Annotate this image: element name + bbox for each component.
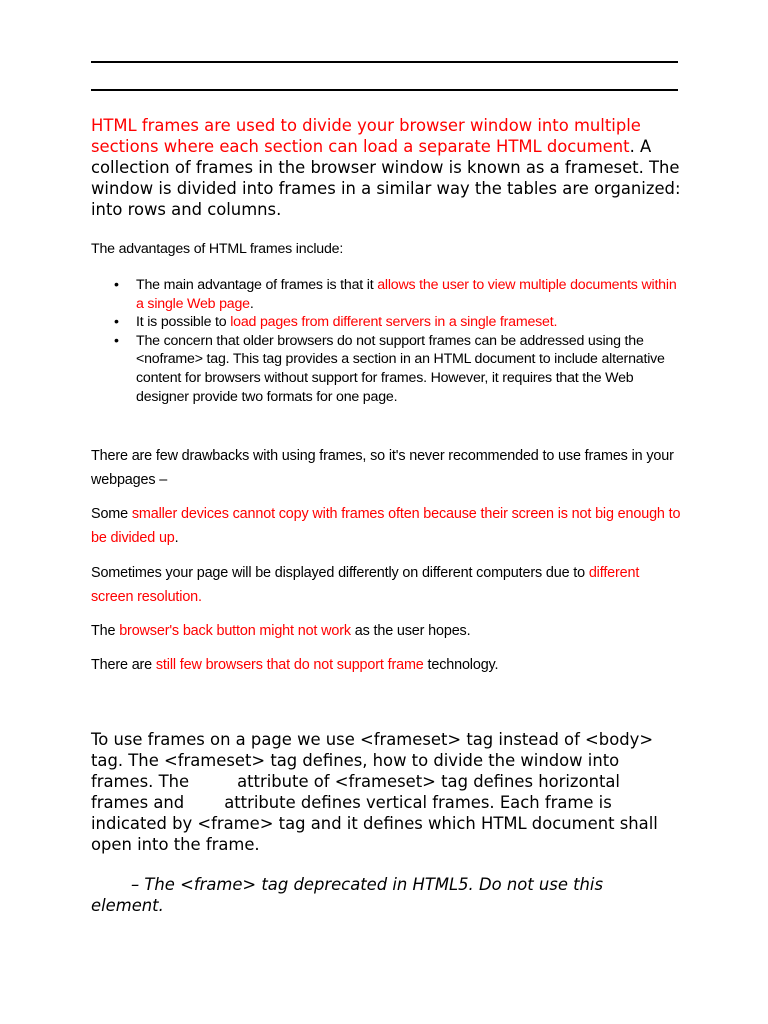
drawback-end: technology.	[423, 657, 499, 673]
usage-line-start: frames and	[91, 793, 185, 812]
usage-line-end: attribute of <frameset> tag defines horizontal	[237, 772, 620, 791]
list-item-end: .	[249, 295, 254, 312]
usage-line: To use frames on a page we use <frameset> tag instead of <body>	[91, 730, 654, 749]
note-line: – The <frame> tag deprecated in HTML5. Do not use this	[131, 875, 604, 894]
list-item-text: The main advantage of frames is that it	[136, 277, 378, 293]
drawback-text: There are	[91, 657, 156, 673]
intro-paragraph	[91, 115, 681, 220]
usage-line: indicated by <frame> tag and it defines which HTML document shall	[91, 814, 658, 833]
advantages-heading: The advantages of HTML frames include:	[91, 241, 344, 257]
list-item	[114, 313, 679, 332]
list-item-highlight: allows the user to view multiple documents within a single Web page	[136, 277, 677, 312]
drawback-item	[91, 562, 681, 609]
usage-line-start: frames. The	[91, 772, 190, 791]
top-rule-1	[91, 61, 678, 63]
drawback-end: as the user hopes.	[350, 623, 471, 639]
usage-line	[91, 792, 681, 813]
usage-line-end: attribute defines vertical frames. Each frame is	[224, 793, 612, 812]
drawback-item	[91, 654, 681, 678]
bullet-icon: •	[114, 332, 119, 349]
drawbacks-intro: There are few drawbacks with using frames, so it's never recommended to use frames in your webpages –	[91, 448, 674, 488]
bullet-icon: •	[114, 277, 119, 293]
intro-rest: . A collection of frames in the browser window is known as a frameset. The window is divided into frames in a similar way the tables are organized: into rows and columns.	[91, 137, 681, 219]
list-item	[114, 276, 679, 313]
drawback-highlight: browser's back button might not work	[119, 623, 351, 639]
usage-line	[91, 771, 681, 792]
intro-highlight: HTML frames are used to divide your browser window into multiple sections where each section can load a separate HTML document	[91, 116, 641, 156]
list-item-text: It is possible to	[136, 314, 231, 331]
list-item	[114, 332, 679, 406]
drawback-end: .	[174, 529, 179, 546]
bullet-icon: •	[114, 314, 119, 331]
list-item-text: The concern that older browsers do not support frames can be addressed using the <noframe> tag. This tag provides a section in an HTML document to include alternative content for browsers without support for frames. However, it requires that the Web designer provide two formats for one page.	[136, 332, 665, 405]
usage-line: tag. The <frameset> tag defines, how to divide the window into	[91, 751, 620, 770]
deprecation-note	[91, 874, 681, 916]
note-line: element.	[91, 896, 164, 915]
list-item-highlight: load pages from different servers in a single frameset.	[230, 314, 558, 331]
drawback-item	[91, 620, 681, 644]
drawback-text: Sometimes your page will be displayed differently on different computers due to	[91, 565, 589, 581]
usage-paragraph	[91, 729, 681, 855]
advantages-list	[114, 276, 679, 406]
drawback-highlight: still few browsers that do not support frame	[155, 657, 424, 673]
drawback-text: The	[91, 623, 120, 639]
drawback-highlight: different screen resolution.	[91, 565, 640, 605]
drawback-text: Some	[91, 506, 132, 522]
top-rule-2	[91, 89, 678, 91]
drawback-item	[91, 503, 681, 550]
drawback-highlight: smaller devices cannot copy with frames often because their screen is not big enough to be divided up	[91, 506, 681, 546]
usage-line: open into the frame.	[91, 835, 260, 854]
